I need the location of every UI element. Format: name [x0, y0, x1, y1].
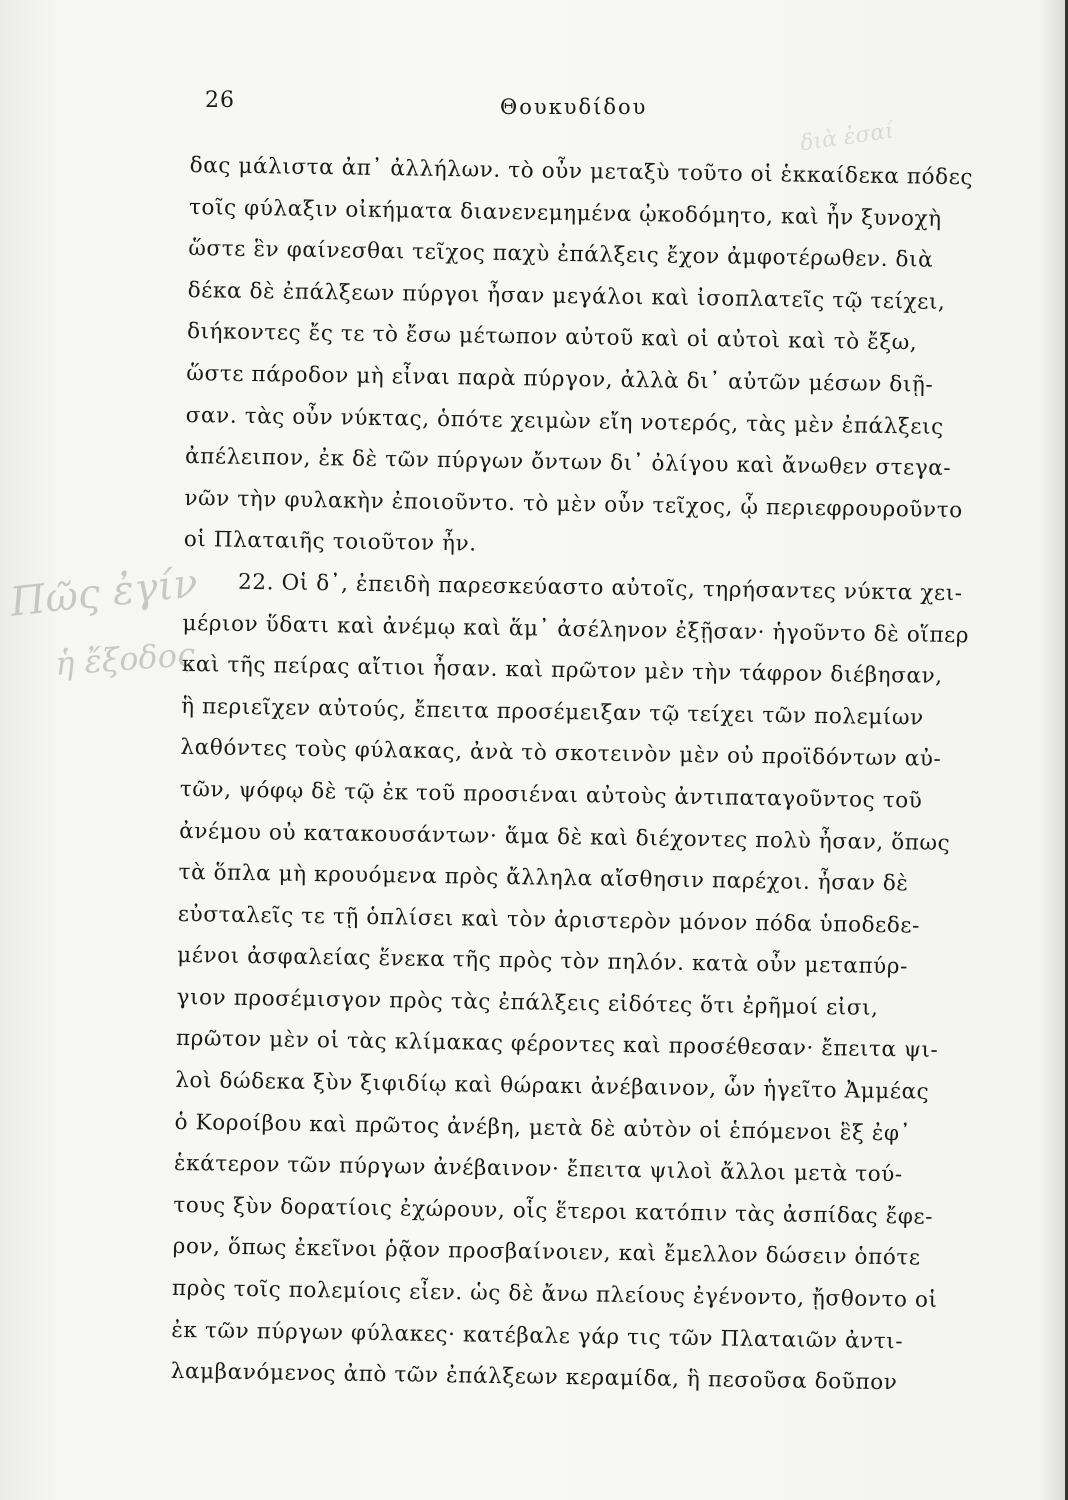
text-line: ἀπέλειπον, ἐκ δὲ τῶν πύργων ὄντων δι᾽ ὀλίγου καὶ ἄνωθεν στεγα-	[184, 444, 952, 482]
text-line: εὐσταλεῖς τε τῇ ὁπλίσει καὶ τὸν ἀριστερὸν μόνον πόδα ὑποδεδε-	[177, 901, 921, 939]
text-line: μένοι ἀσφαλείας ἕνεκα τῆς πρὸς τὸν πηλόν. κατὰ οὖν μεταπύρ-	[177, 943, 909, 980]
text-line: ὥστε πάροδον μὴ εἶναι παρὰ πύργον, ἀλλὰ δι᾽ αὐτῶν μέσων διῇ-	[186, 360, 934, 398]
running-head: Θουκυδίδου	[500, 95, 648, 119]
text-line: διήκοντες ἔς τε τὸ ἔσω μέτωπον αὐτοῦ καὶ οἱ αὐτοὶ καὶ τὸ ἔξω,	[186, 319, 918, 356]
margin-note-top-right: διὰ ἐσαί	[798, 118, 896, 157]
text-line: τὰ ὅπλα μὴ κρουόμενα πρὸς ἄλληλα αἴσθησιν παρέχοι. ἦσαν δὲ	[178, 860, 909, 897]
text-line: δας μάλιστα ἀπ᾽ ἀλλήλων. τὸ οὖν μεταξὺ τοῦτο οἱ ἑκκαίδεκα πόδες	[189, 152, 974, 191]
text-line: τῶν, ψόφῳ δὲ τῷ ἐκ τοῦ προσιέναι αὐτοὺς ἀντιπαταγοῦντος τοῦ	[179, 776, 923, 814]
text-line: ἑκάτερον τῶν πύργων ἀνέβαινον· ἔπειτα ψιλοὶ ἄλλοι μετὰ τού-	[173, 1151, 903, 1188]
text-line: ὥστε ἓν φαίνεσθαι τεῖχος παχὺ ἐπάλξεις ἔχον ἀμφοτέρωθεν. διὰ	[188, 236, 934, 273]
text-line: πρὸς τοῖς πολεμίοις εἶεν. ὡς δὲ ἄνω πλείους ἐγένοντο, ᾔσθοντο οἱ	[171, 1275, 938, 1313]
text-line: λαθόντες τοὺς φύλακας, ἀνὰ τὸ σκοτεινὸν μὲν οὐ προϊδόντων αὐ-	[180, 735, 942, 773]
text-line: σαν. τὰς οὖν νύκτας, ὁπότε χειμὼν εἴη νοτερός, τὰς μὲν ἐπάλξεις	[185, 402, 944, 440]
text-line: καὶ τῆς πείρας αἴτιοι ἦσαν. καὶ πρῶτον μὲν τὴν τάφρον διέβησαν,	[181, 652, 943, 690]
margin-note-left-2: ἡ ἔξοδος	[53, 635, 197, 683]
text-line: νῶν τὴν φυλακὴν ἐποιοῦντο. τὸ μὲν οὖν τεῖχος, ᾧ περιεφρουροῦντο	[184, 485, 963, 523]
text-line: λοὶ δώδεκα ξὺν ξιφιδίῳ καὶ θώρακι ἀνέβαινον, ὧν ἡγεῖτο Ἀμμέας	[175, 1067, 930, 1105]
chapter-start-line: 22. Οἱ δ᾽, ἐπειδὴ παρεσκεύαστο αὐτοῖς, τηρήσαντες νύκτα χει-	[237, 569, 963, 607]
page-number: 26	[205, 88, 235, 113]
text-line: δέκα δὲ ἐπάλξεων πύργοι ἦσαν μεγάλοι καὶ ἰσοπλατεῖς τῷ τείχει,	[187, 277, 946, 315]
text-line: οἱ Πλαταιῆς τοιοῦτον ἦν.	[183, 527, 477, 557]
text-line: ἐκ τῶν πύργων φύλακες· κατέβαλε γάρ τις τῶν Πλαταιῶν ἀντι-	[171, 1317, 904, 1354]
text-line: τους ξὺν δορατίοις ἐχώρουν, οἷς ἕτεροι κατόπιν τὰς ἀσπίδας ἔφε-	[173, 1192, 934, 1230]
text-line: τοῖς φύλαξιν οἰκήματα διανενεμημένα ᾠκοδόμητο, καὶ ἦν ξυνοχὴ	[188, 194, 942, 232]
text-line: ἣ περιεῖχεν αὐτούς, ἔπειτα προσέμειξαν τῷ τείχει τῶν πολεμίων	[180, 693, 924, 731]
text-line: μέριον ὕδατι καὶ ἀνέμῳ καὶ ἅμ᾽ ἀσέληνον ἐξῇσαν· ἡγοῦντο δὲ οἵπερ	[182, 610, 970, 648]
text-line: λαμβανόμενος ἀπὸ τῶν ἐπάλξεων κεραμίδα, ἣ πεσοῦσα δοῦπον	[170, 1359, 898, 1396]
text-line: γιον προσέμισγον πρὸς τὰς ἐπάλξεις εἰδότες ὅτι ἐρῆμοί εἰσι,	[176, 984, 879, 1021]
text-line: πρῶτον μὲν οἱ τὰς κλίμακας φέροντες καὶ προσέθεσαν· ἔπειτα ψι-	[175, 1026, 939, 1064]
text-line: ρον, ὅπως ἐκεῖνοι ῥᾷον προσβαίνοιεν, καὶ ἔμελλον δώσειν ὁπότε	[172, 1234, 921, 1272]
margin-note-left-1: Πῶς ἐγίν	[8, 560, 200, 626]
text-line: ἀνέμου οὐ κατακουσάντων· ἅμα δὲ καὶ διέχοντες πολὺ ἦσαν, ὅπως	[179, 818, 951, 856]
text-line: ὁ Κοροίβου καὶ πρῶτος ἀνέβη, μετὰ δὲ αὐτὸν οἱ ἑπόμενοι ἓξ ἐφ᾽	[174, 1109, 912, 1147]
body-text	[170, 145, 1014, 1406]
